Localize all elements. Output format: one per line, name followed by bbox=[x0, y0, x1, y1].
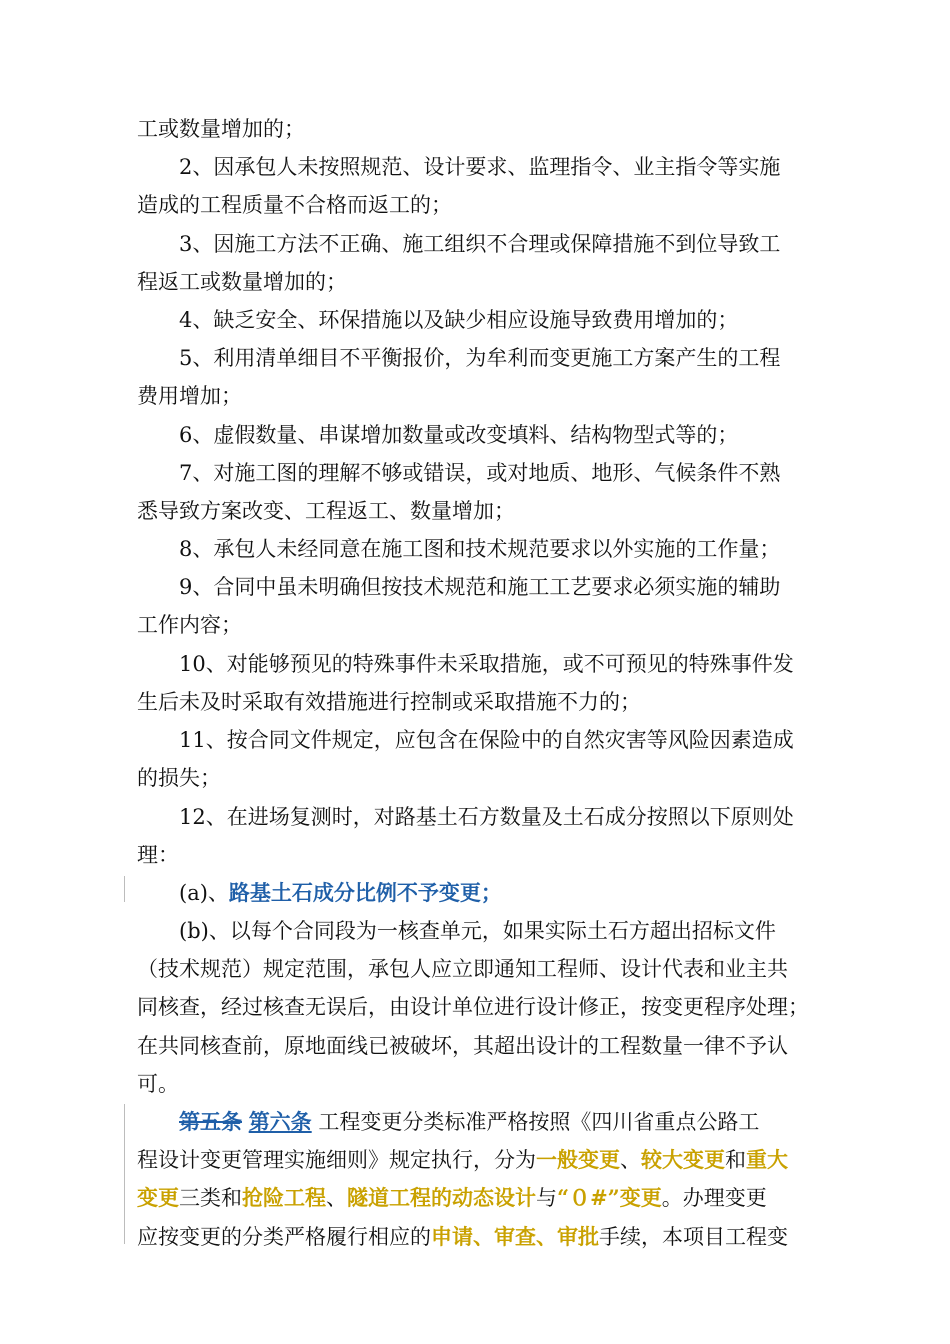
list-item-4 bbox=[137, 301, 837, 339]
highlight-tunnel: 隧道工程的动态设计 bbox=[347, 1185, 536, 1211]
sub-item-prefix: (a)、 bbox=[179, 881, 229, 905]
text-line bbox=[137, 874, 837, 912]
text-line: 6、虚假数量、串谋增加数量或改变填料、结构物型式等的； bbox=[179, 423, 739, 447]
list-item-8 bbox=[137, 530, 837, 568]
text-line: 费用增加； bbox=[137, 384, 242, 409]
text-line: 程返工或数量增加的； bbox=[137, 270, 347, 295]
sub-item-b bbox=[137, 912, 837, 1103]
highlight-zero-change: “０#”变更 bbox=[557, 1185, 662, 1211]
article-text: 应按变更的分类严格履行相应的 bbox=[137, 1224, 431, 1249]
text-line: 10、对能够预见的特殊事件未采取措施，或不可预见的特殊事件发 bbox=[179, 652, 794, 676]
text-line: 工作内容； bbox=[137, 613, 242, 638]
revised-text: 路基土石成分比例不予变更； bbox=[228, 880, 502, 905]
deleted-article-label: 第五条 bbox=[179, 1109, 242, 1134]
text-line: 造成的工程质量不合格而返工的； bbox=[137, 193, 452, 218]
highlight-emergency: 抢险工程 bbox=[242, 1185, 326, 1211]
text-line: 11、按合同文件规定，应包含在保险中的自然灾害等风险因素造成 bbox=[179, 728, 794, 752]
article-text: 手续，本项目工程变 bbox=[599, 1224, 788, 1249]
list-item-6 bbox=[137, 416, 837, 454]
article-paragraph bbox=[137, 1103, 837, 1256]
highlight-major-change: 较大变更 bbox=[641, 1147, 725, 1173]
text-line: 同核查，经过核查无误后，由设计单位进行设计修正，按变更程序处理； bbox=[137, 995, 809, 1020]
text-line: 的损失； bbox=[137, 766, 221, 791]
list-item-5 bbox=[137, 339, 837, 415]
text-line: 悉导致方案改变、工程返工、数量增加； bbox=[137, 499, 515, 524]
text-line bbox=[137, 1141, 837, 1179]
list-item-2 bbox=[137, 148, 837, 224]
text-line: 7、对施工图的理解不够或错误，或对地质、地形、气候条件不熟 bbox=[179, 461, 781, 485]
text-line: （技术规范）规定范围，承包人应立即通知工程师、设计代表和业主共 bbox=[137, 957, 788, 982]
list-item-10 bbox=[137, 645, 837, 721]
text-line: 9、合同中虽未明确但按技术规范和施工工艺要求必须实施的辅助 bbox=[179, 575, 781, 599]
text-line: 2、因承包人未按照规范、设计要求、监理指令、业主指令等实施 bbox=[179, 155, 781, 179]
list-item-11 bbox=[137, 721, 837, 797]
text-line: 5、利用清单细目不平衡报价，为牟利而变更施工方案产生的工程 bbox=[179, 346, 781, 370]
list-item-7 bbox=[137, 454, 837, 530]
text-line: 4、缺乏安全、环保措施以及缺少相应设施导致费用增加的； bbox=[179, 308, 739, 332]
paragraph-continued bbox=[137, 110, 837, 148]
revision-bar bbox=[124, 1104, 125, 1244]
highlight-significant-change: 变更 bbox=[137, 1185, 179, 1211]
text-line: 生后未及时采取有效措施进行控制或采取措施不力的； bbox=[137, 690, 641, 715]
conjunction: 与 bbox=[536, 1186, 557, 1211]
article-text: 。办理变更 bbox=[661, 1186, 767, 1211]
text-line bbox=[137, 1103, 837, 1141]
separator: 、 bbox=[326, 1186, 347, 1211]
highlight-procedures: 申请、审查、审批 bbox=[431, 1223, 599, 1249]
article-text: 三类和 bbox=[179, 1186, 242, 1211]
sub-item-a bbox=[137, 874, 837, 912]
conjunction: 和 bbox=[725, 1148, 746, 1173]
list-item-3 bbox=[137, 225, 837, 301]
highlight-significant-change: 重大 bbox=[746, 1147, 788, 1173]
text-line bbox=[137, 1179, 837, 1217]
text-line: 可。 bbox=[137, 1071, 179, 1096]
text-line: 理： bbox=[137, 843, 179, 868]
text-line: 工或数量增加的； bbox=[137, 117, 305, 141]
text-line: 3、因施工方法不正确、施工组织不合理或保障措施不到位导致工 bbox=[179, 232, 781, 256]
article-text: 程设计变更管理实施细则》规定执行，分为 bbox=[137, 1148, 536, 1173]
article-text: 工程变更分类标准严格按照《四川省重点公路工 bbox=[318, 1110, 760, 1134]
inserted-article-label: 第六条 bbox=[248, 1109, 312, 1134]
text-line: (b)、以每个合同段为一核查单元，如果实际土石方超出招标文件 bbox=[179, 919, 776, 943]
text-line: 12、在进场复测时，对路基土石方数量及土石成分按照以下原则处 bbox=[179, 805, 794, 829]
list-item-12 bbox=[137, 798, 837, 874]
separator: 、 bbox=[620, 1148, 641, 1173]
revision-bar bbox=[124, 876, 125, 902]
text-line bbox=[137, 1218, 837, 1256]
text-line: 8、承包人未经同意在施工图和技术规范要求以外实施的工作量； bbox=[179, 537, 781, 561]
highlight-general-change: 一般变更 bbox=[536, 1147, 620, 1173]
text-line: 在共同核查前，原地面线已被破坏，其超出设计的工程数量一律不予认 bbox=[137, 1033, 788, 1058]
list-item-9 bbox=[137, 568, 837, 644]
